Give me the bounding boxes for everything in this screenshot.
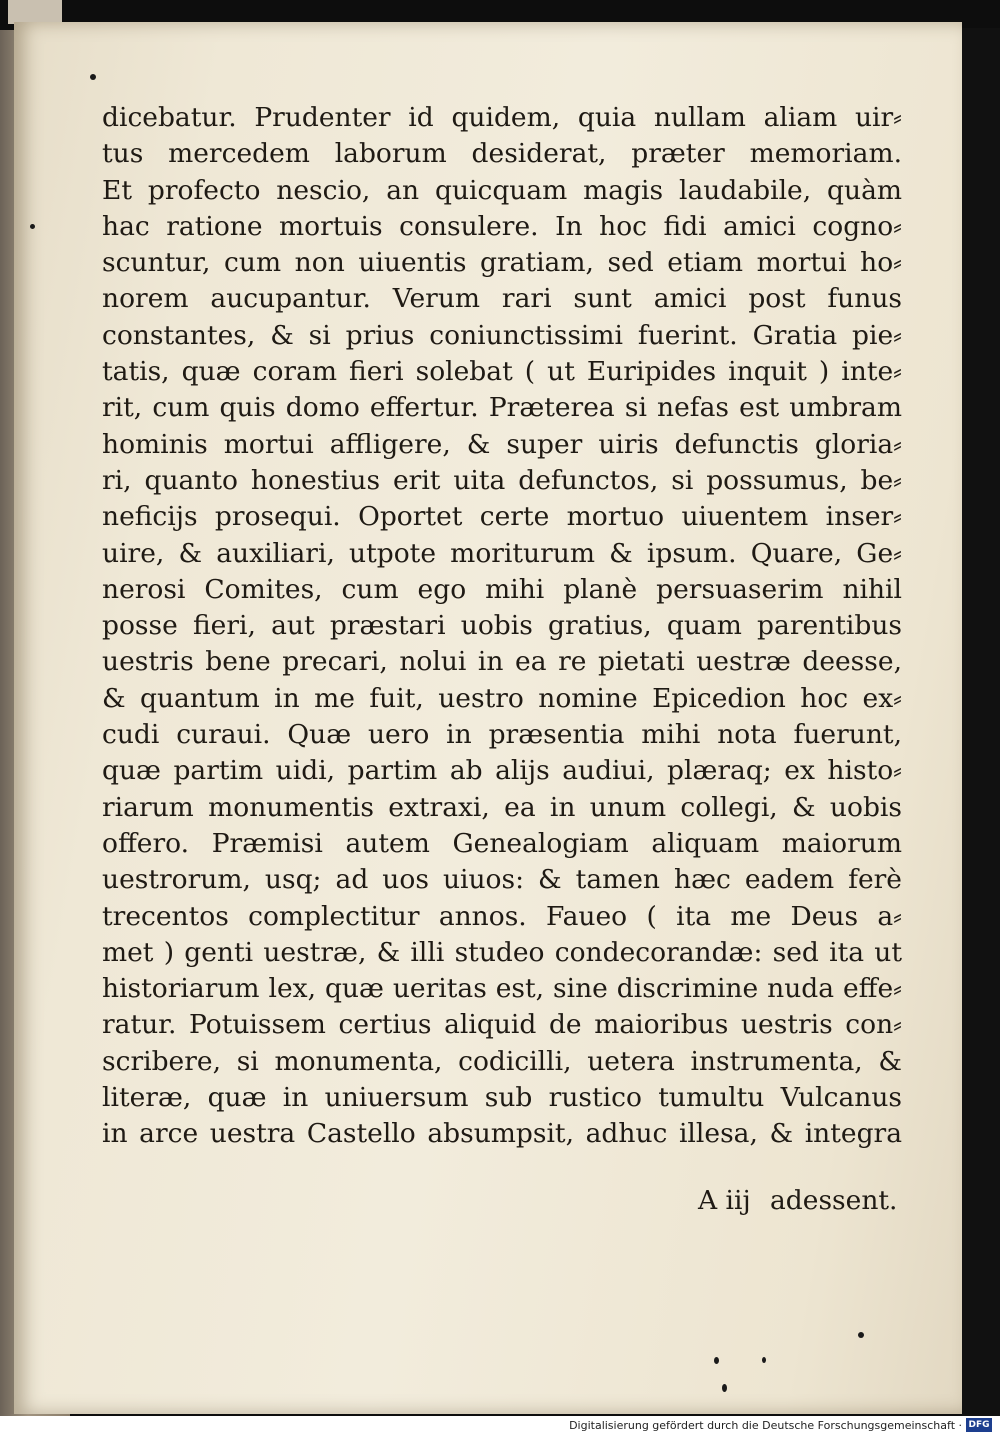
text-line: & quantum in me fuit, uestro nomine Epicedion hoc ex⸗ — [102, 682, 902, 714]
text-line: dicebatur. Prudenter id quidem, quia nullam aliam uir⸗ — [102, 102, 902, 133]
text-line: uestrorum, usq; ad uos uiuos: & tamen hæc eadem ferè — [102, 864, 902, 896]
ink-speck — [722, 1384, 727, 1392]
text-line: hac ratione mortuis consulere. In hoc fidi amici cogno⸗ — [102, 210, 902, 242]
text-line: scribere, si monumenta, codicilli, uetera instrumenta, & — [102, 1045, 902, 1077]
ink-speck — [714, 1357, 719, 1364]
text-line: trecentos complectitur annos. Faueo ( ita me Deus a⸗ — [102, 900, 902, 932]
ink-speck — [90, 74, 96, 80]
text-line: scuntur, cum non uiuentis gratiam, sed etiam mortui ho⸗ — [102, 247, 902, 279]
catchword: adessent. — [770, 1185, 898, 1216]
text-line: historiarum lex, quæ ueritas est, sine discrimine nuda effe⸗ — [102, 973, 902, 1005]
text-line: uestris bene precari, nolui in ea re pietati uestræ deesse, — [102, 646, 902, 678]
text-line: ri, quanto honestius erit uita defunctos, si possumus, be⸗ — [102, 464, 902, 496]
funding-credit: Digitalisierung gefördert durch die Deutsche Forschungsgemeinschaft · — [569, 1419, 962, 1432]
text-line: literæ, quæ in uniuersum sub rustico tumultu Vulcanus — [102, 1082, 902, 1114]
scan-border — [962, 28, 1000, 1416]
ink-speck — [762, 1357, 766, 1363]
text-line: constantes, & si prius coniunctissimi fuerint. Gratia pie⸗ — [102, 319, 902, 351]
text-line: ratur. Potuissem certius aliquid de maioribus uestris con⸗ — [102, 1009, 902, 1041]
text-line: rit, cum quis domo effertur. Præterea si nefas est umbram — [102, 392, 902, 424]
ink-speck — [30, 224, 35, 229]
text-line: tus mercedem laborum desiderat, præter memoriam. — [102, 138, 902, 170]
page-tab — [8, 0, 62, 24]
text-line: neficijs prosequi. Oportet certe mortuo uiuentem inser⸗ — [102, 501, 902, 533]
text-line: tatis, quæ coram fieri solebat ( ut Euripides inquit ) inte⸗ — [102, 356, 902, 388]
text-line: norem aucupantur. Verum rari sunt amici post funus — [102, 283, 902, 315]
ink-speck — [858, 1332, 864, 1338]
signature-mark: A iij — [698, 1185, 751, 1216]
text-line: riarum monumentis extraxi, ea in unum collegi, & uobis — [102, 791, 902, 823]
text-line: in arce uestra Castello absumpsit, adhuc illesa, & integra — [102, 1118, 902, 1150]
text-line: posse fieri, aut præstari uobis gratius, quam parentibus — [102, 610, 902, 642]
text-line: Et profecto nescio, an quicquam magis laudabile, quàm — [102, 174, 902, 206]
text-line: offero. Præmisi autem Genealogiam aliquam maiorum — [102, 827, 902, 859]
page-foot — [102, 1183, 902, 1219]
text-line: uire, & auxiliari, utpote moriturum & ipsum. Quare, Ge⸗ — [102, 537, 902, 569]
digitization-footer — [0, 1416, 1000, 1436]
text-line: nerosi Comites, cum ego mihi planè persuaserim nihil — [102, 573, 902, 605]
body-text — [102, 100, 902, 1153]
dfg-logo-icon: DFG — [966, 1418, 992, 1432]
text-line: quæ partim uidi, partim ab alijs audiui, plæraq; ex histo⸗ — [102, 755, 902, 787]
text-line: hominis mortui affligere, & super uiris defunctis gloria⸗ — [102, 428, 902, 460]
text-line: met ) genti uestræ, & illi studeo condecorandæ: sed ita ut — [102, 936, 902, 968]
text-line: cudi curaui. Quæ uero in præsentia mihi nota fuerunt, — [102, 719, 902, 751]
